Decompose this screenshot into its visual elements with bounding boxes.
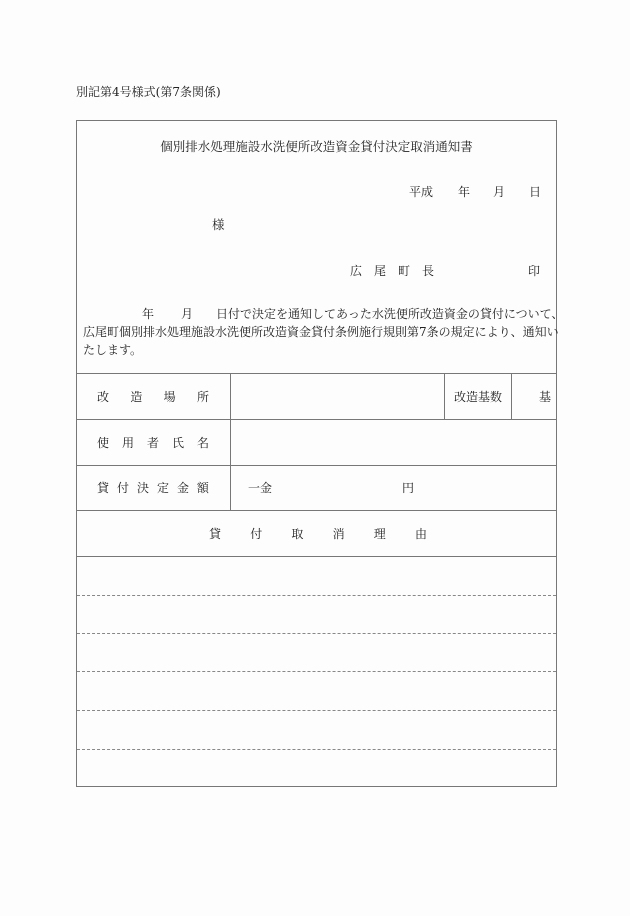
label-renovation-count: 改造基数 [454, 390, 503, 404]
document-title: 個別排水処理施設水洗便所改造資金貸付決定取消通知書 [160, 139, 473, 154]
row-rule [77, 510, 556, 511]
label-char: 場 [163, 390, 176, 404]
date-day-label: 日 [529, 185, 542, 199]
notice-body [83, 305, 564, 359]
header-char: 由 [414, 527, 427, 541]
renovation-location-field[interactable] [232, 375, 443, 418]
label-char: 所 [196, 390, 209, 404]
label-loan-amount [97, 479, 209, 496]
label-char: 決 [136, 481, 149, 495]
label-char: 者 [146, 436, 159, 450]
reason-line-3[interactable] [79, 635, 554, 671]
label-char: 改 [97, 390, 110, 404]
reason-line-2[interactable] [79, 597, 554, 633]
body-line-2: 広尾町個別排水処理施設水洗便所改造資金貸付条例施行規則第7条の規定により、通知い [83, 325, 559, 339]
row-rule [77, 419, 556, 420]
reason-dashed-rule [77, 710, 556, 711]
label-renovation-location [97, 388, 209, 405]
count-label-divider-right [511, 373, 512, 419]
label-char: 額 [196, 481, 209, 495]
body-month-label: 月 [181, 307, 194, 321]
label-char: 氏 [171, 436, 184, 450]
reason-dashed-rule [77, 633, 556, 634]
amount-unit: 円 [402, 481, 415, 495]
issuer-char: 広 [350, 264, 363, 278]
table-top-rule [77, 373, 556, 374]
label-char: 金 [176, 481, 189, 495]
date-month-label: 月 [493, 185, 506, 199]
header-char: 消 [332, 527, 345, 541]
reason-header-rule [77, 556, 556, 557]
header-char: 理 [373, 527, 386, 541]
label-user-name [97, 434, 209, 451]
row-rule [77, 465, 556, 466]
label-char: 名 [196, 436, 209, 450]
label-char: 用 [121, 436, 134, 450]
body-year-label: 年 [142, 307, 155, 321]
label-char: 使 [97, 436, 110, 450]
reason-header [209, 525, 427, 542]
label-char: 貸 [97, 481, 110, 495]
header-char: 付 [250, 527, 263, 541]
form-caption: 別記第4号様式(第7条関係) [76, 85, 221, 99]
count-unit: 基 [539, 390, 552, 404]
issuer-char: 尾 [374, 264, 387, 278]
date-year-label: 年 [458, 185, 471, 199]
label-char: 定 [156, 481, 169, 495]
label-column-divider [230, 373, 231, 510]
header-char: 取 [291, 527, 304, 541]
reason-line-4[interactable] [79, 673, 554, 710]
loan-amount-field[interactable] [277, 467, 397, 508]
body-line-1: 日付で決定を通知してあった水洗便所改造資金の貸付について、 [216, 307, 564, 321]
reason-dashed-rule [77, 595, 556, 596]
notice-form [76, 120, 564, 787]
reason-line-6[interactable] [79, 751, 554, 785]
header-char: 貸 [209, 527, 222, 541]
reason-dashed-rule [77, 671, 556, 672]
amount-prefix: 一金 [248, 481, 273, 495]
user-name-field[interactable] [232, 421, 554, 464]
issuer-char: 町 [398, 264, 411, 278]
body-line-3: たします。 [83, 343, 143, 357]
addressee-suffix: 様 [212, 217, 225, 232]
date-era: 平成 [409, 185, 434, 199]
reason-line-1[interactable] [79, 558, 554, 595]
label-char: 造 [130, 390, 143, 404]
seal-mark: 印 [528, 264, 541, 278]
reason-dashed-rule [77, 749, 556, 750]
issuer-char: 長 [422, 264, 435, 278]
label-char: 付 [116, 481, 129, 495]
count-label-divider-left [444, 373, 445, 419]
reason-line-5[interactable] [79, 712, 554, 749]
